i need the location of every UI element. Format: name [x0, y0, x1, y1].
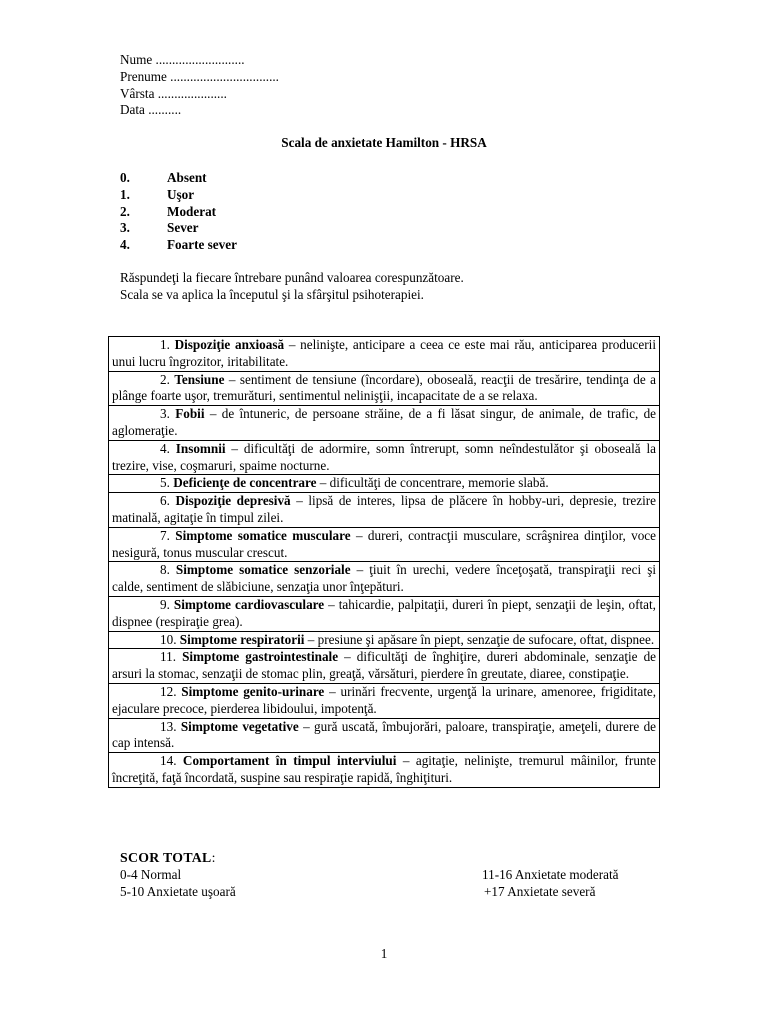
table-row: [109, 440, 660, 475]
table-row: [109, 683, 660, 718]
table-row: [109, 493, 660, 528]
symptom-item: 2. Tensiune – sentiment de tensiune (încordare), oboseală, reacţii de tresărire, tendinţa de a plânge foarte uşor, tremurături, sentimentul nelinişţii, incapacitate de a se relaxa.: [109, 371, 660, 406]
symptom-item: 7. Simptome somatice musculare – dureri, contracţii musculare, scrâşnirea dinţilor, voce nesigură, tonus muscular crescut.: [109, 527, 660, 562]
symptom-item: 12. Simptome genito-urinare – urinări frecvente, urgenţă la urinare, amenoree, frigiditate, ejaculare precoce, pierderea libidoului, impotenţă.: [109, 683, 660, 718]
symptom-item: 3. Fobii – de întuneric, de persoane străine, de a fi lăsat singur, de animale, de trafic, de aglomeraţie.: [109, 406, 660, 441]
symptom-item: 13. Simptome vegetative – gură uscată, îmbujorări, paloare, transpiraţie, ameţeli, durere de cap intensă.: [109, 718, 660, 753]
table-row: [109, 649, 660, 684]
symptom-item: 4. Insomnii – dificultăţi de adormire, somn întrerupt, somn neîndestulător şi oboseală la trezire, vise, coşmaruri, spaime nocturne.: [109, 440, 660, 475]
score-row: [120, 884, 660, 901]
date-field: Data ..........: [120, 102, 182, 118]
symptom-items-table: [108, 336, 660, 788]
table-row: [109, 527, 660, 562]
score-range: 11-16 Anxietate moderată: [482, 867, 619, 882]
name-field: Nume ...........................: [120, 52, 245, 67]
page-number: 1: [380, 946, 388, 961]
table-row: [109, 406, 660, 441]
table-row: [109, 596, 660, 631]
score-title: SCOR TOTAL:: [120, 850, 216, 865]
symptom-item: 6. Dispoziţie depresivă – lipsă de interes, lipsa de plăcere în hobby-uri, depresie, trezire matinală, agitaţie în timpul zilei.: [109, 493, 660, 528]
symptom-item: 10. Simptome respiratorii – presiune şi apăsare în piept, senzaţie de sufocare, oftat, dispnee.: [109, 631, 660, 649]
severity-level: 4. Foarte sever: [120, 237, 237, 253]
symptom-item: 8. Simptome somatice senzoriale – ţiuit în urechi, vedere înceţoşată, transpiraţii reci şi calde, sentiment de slăbiciune, senzaţia unor înţepături.: [109, 562, 660, 597]
severity-level: 1. Uşor: [120, 186, 195, 202]
score-row: [120, 867, 660, 884]
table-row: [109, 475, 660, 493]
personal-info-fields: [120, 52, 279, 119]
table-row: [109, 753, 660, 788]
severity-level: 0. Absent: [120, 170, 207, 185]
page-title: Scala de anxietate Hamilton - HRSA: [281, 135, 487, 150]
table-row: [109, 718, 660, 753]
symptom-item: 14. Comportament în timpul interviului – agitaţie, nelinişte, tremurul mâinilor, frunte încreţită, faţă încordată, suspine sau respiraţie rapidă, înghiţituri.: [109, 753, 660, 788]
first-name-field: Prenume .................................: [120, 68, 279, 84]
severity-level: 3. Sever: [120, 220, 199, 236]
severity-levels-list: [120, 170, 237, 254]
instructions: [120, 270, 464, 304]
symptom-item: 5. Deficienţe de concentrare – dificultăţi de concentrare, memorie slabă.: [109, 475, 660, 493]
age-field: Vârsta .....................: [120, 85, 227, 101]
instruction-line: Scala se va aplica la începutul şi la sfârşitul psihoterapiei.: [120, 286, 424, 302]
table-row: [109, 562, 660, 597]
table-row: [109, 631, 660, 649]
table-row: [109, 337, 660, 372]
table-row: [109, 371, 660, 406]
severity-level: 2. Moderat: [120, 203, 217, 219]
total-score-section: [120, 850, 660, 901]
symptom-item: 1. Dispoziţie anxioasă – nelinişte, anticipare a ceea ce este mai rău, anticiparea producerii unui lucru îngrozitor, iritabilitate.: [109, 337, 660, 372]
score-range: +17 Anxietate severă: [484, 884, 596, 899]
symptom-item: 9. Simptome cardiovasculare – tahicardie, palpitaţii, dureri în piept, senzaţii de leşin, oftat, dispnee (respiraţie grea).: [109, 596, 660, 631]
score-range: 0-4 Normal: [120, 867, 182, 882]
instruction-line: Răspundeţi la fiecare întrebare punând valoarea corespunzătoare.: [120, 270, 464, 285]
symptom-item: 11. Simptome gastrointestinale – dificultăţi de înghiţire, dureri abdominale, senzaţie de arsuri la stomac, senzaţii de stomac plin, greaţă, vărsături, pierdere în greutate, diaree, constipaţie.: [109, 649, 660, 684]
score-range: 5-10 Anxietate uşoară: [120, 884, 236, 899]
